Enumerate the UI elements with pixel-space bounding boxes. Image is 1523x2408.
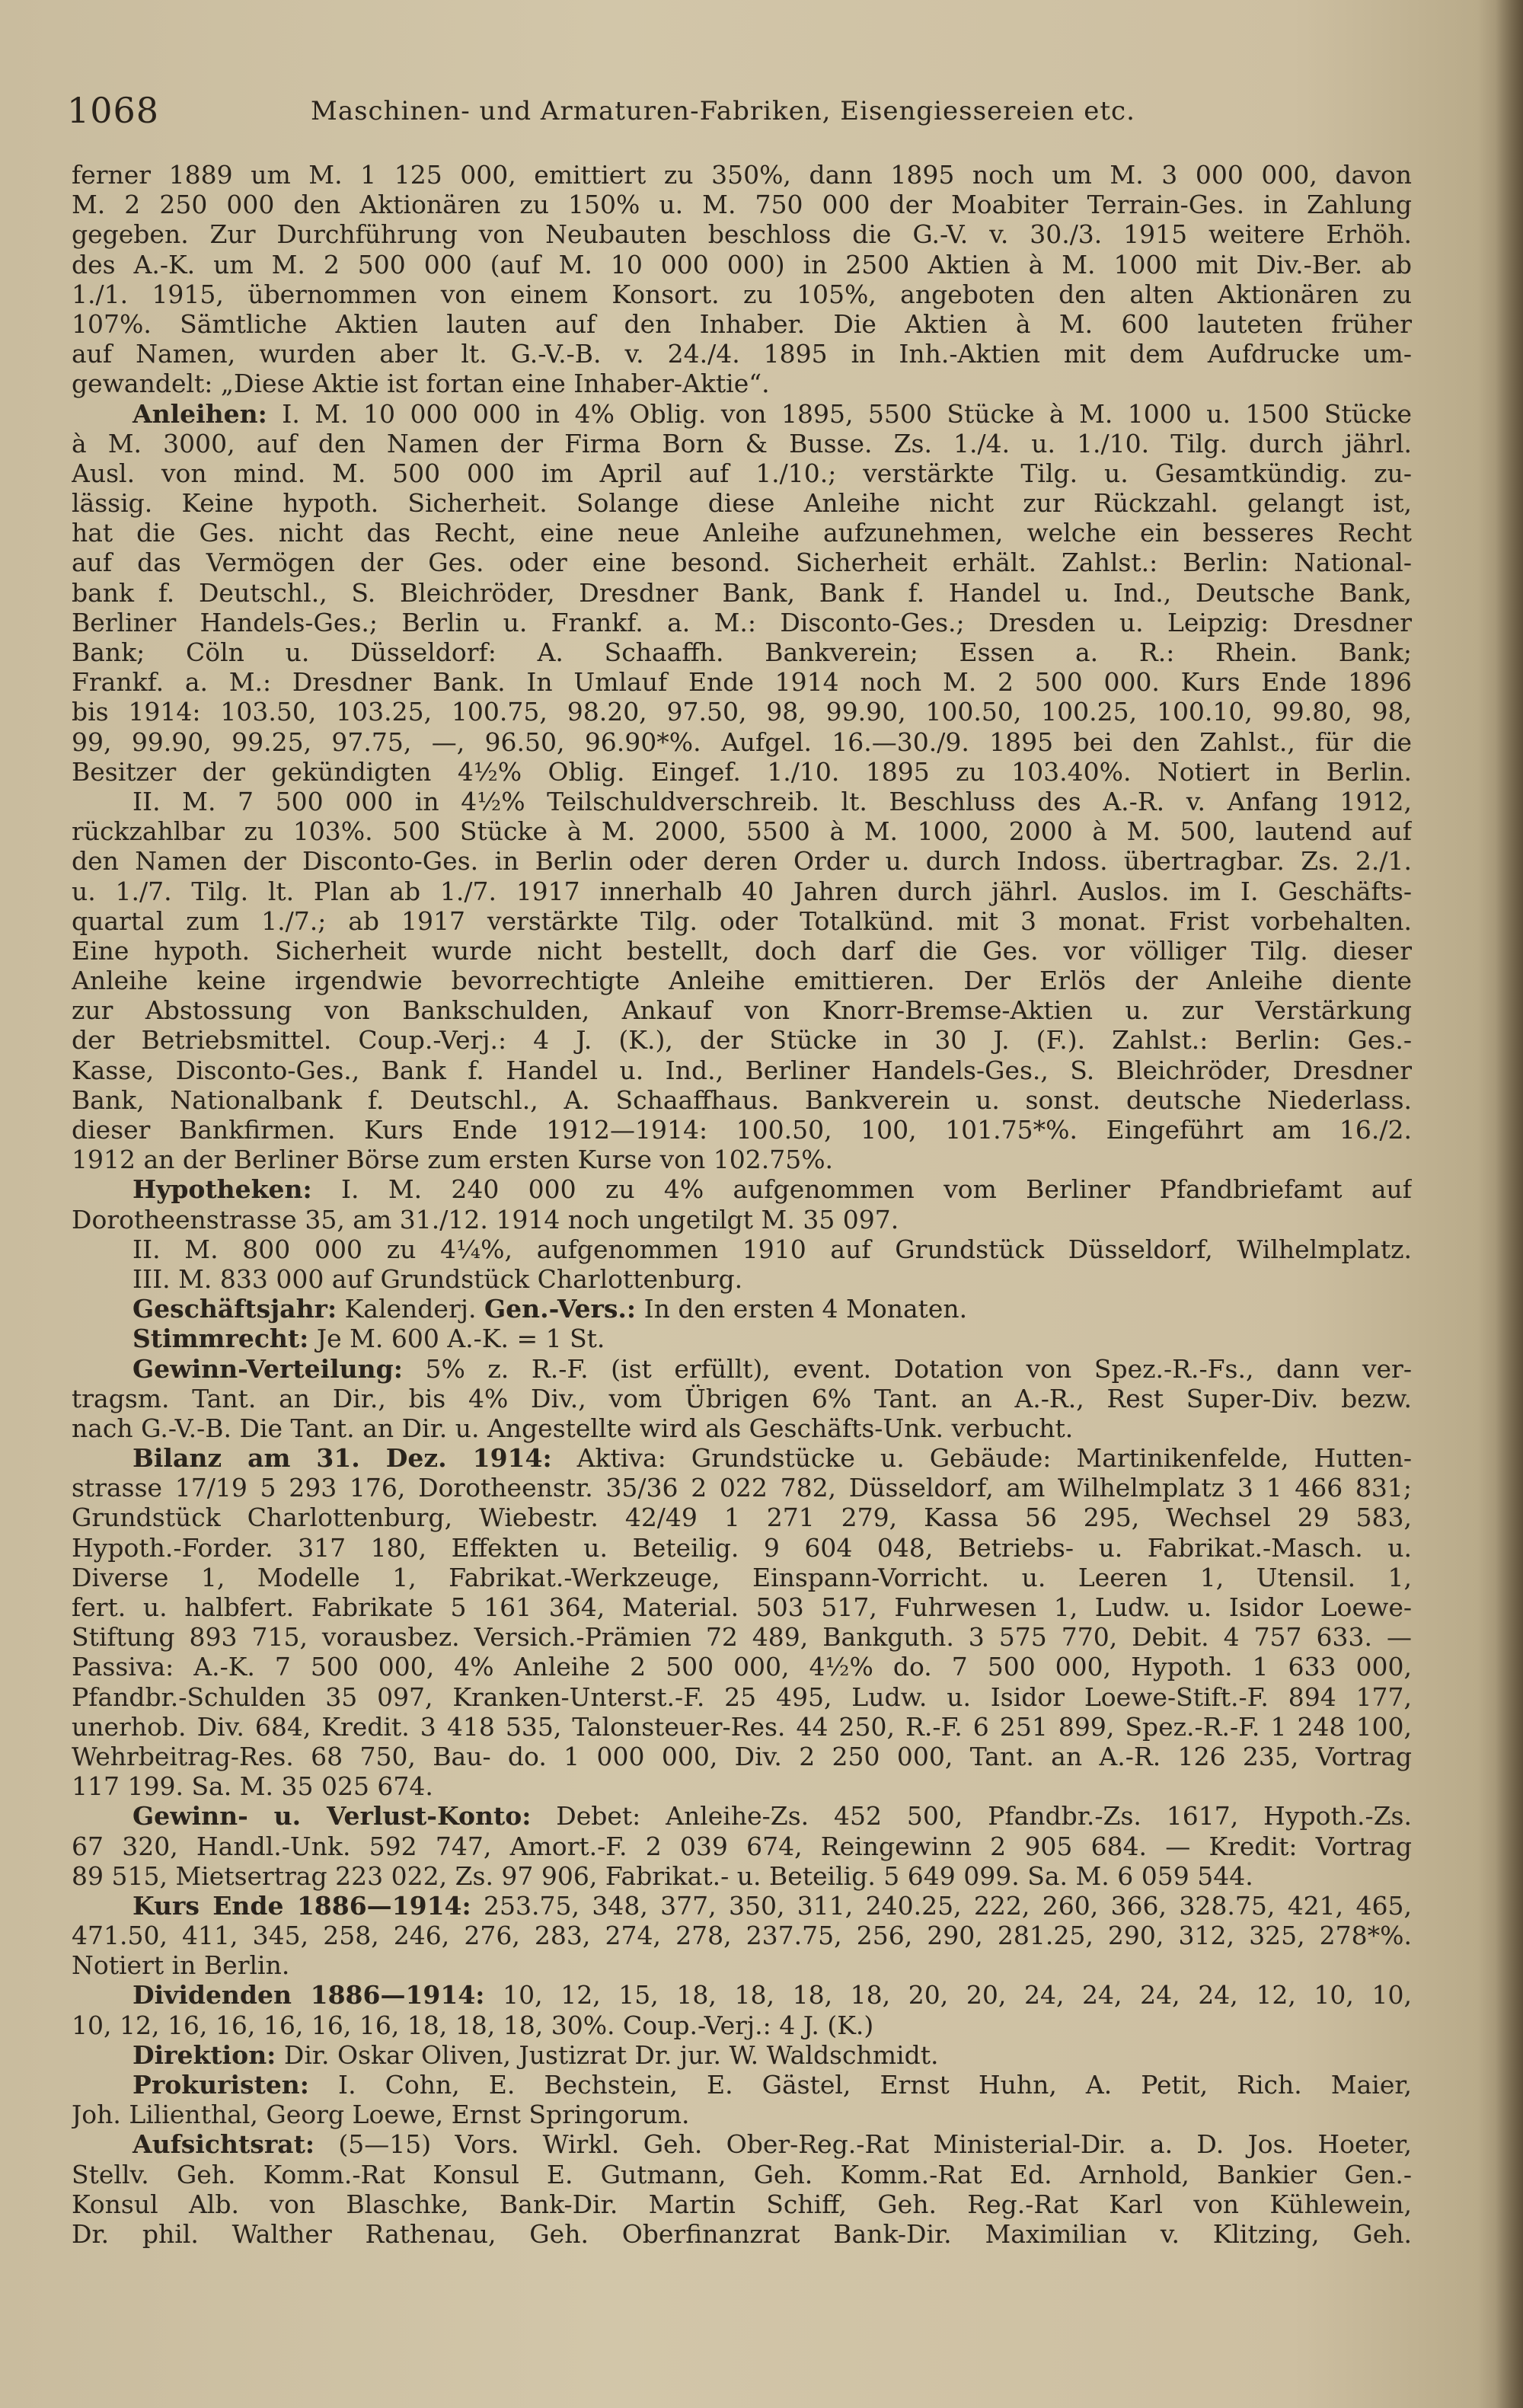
line-text: I. Cohn, E. Bechstein, E. Gästel, Ernst Huhn, A. Petit, Rich. Maier, [338, 2070, 1412, 2100]
line-text: 1912 an der Berliner Börse zum ersten Kurse von 102.75%. [72, 1145, 834, 1175]
text-line [72, 1832, 1412, 1861]
text-line [72, 1592, 1412, 1622]
line-text: Diverse 1, Modelle 1, Fabrikat.-Werkzeuge, Einspann-Vorricht. u. Leeren 1, Utensil. 1, [72, 1562, 1412, 1592]
text-line [72, 2040, 1412, 2070]
line-text: Aktiva: Grundstücke u. Gebäude: Martinikenfelde, Hutten- [576, 1443, 1412, 1474]
text-line [72, 1771, 1412, 1801]
line-text: Notiert in Berlin. [72, 1950, 290, 1981]
section-heading: Gewinn-Verteilung: [133, 1353, 403, 1384]
line-text: rückzahlbar zu 103%. 500 Stücke à M. 2000, 5500 à M. 1000, 2000 à M. 500, lautend auf [72, 816, 1412, 847]
section-heading: Geschäftsjahr: [133, 1294, 337, 1324]
running-head-title: Maschinen- und Armaturen-Fabriken, Eisengiessereien etc. [311, 96, 1135, 126]
line-text: Dir. Oskar Oliven, Justizrat Dr. jur. W. Waldschmidt. [283, 2039, 939, 2070]
line-text: Konsul Alb. von Blaschke, Bank-Dir. Martin Schiff, Geh. Reg.-Rat Karl von Kühlewein, [72, 2189, 1412, 2219]
line-text: II. M. 800 000 zu 4¼%, aufgenommen 1910 auf Grundstück Düsseldorf, Wilhelmplatz. [133, 1234, 1412, 1264]
line-text: Bank, Nationalbank f. Deutschl., A. Schaaffhaus. Bankverein u. sonst. deutsche Niederlass. [72, 1084, 1412, 1115]
section-heading: Direktion: [133, 2039, 276, 2070]
text-line [72, 787, 1412, 816]
line-text: lässig. Keine hypoth. Sicherheit. Solange diese Anleihe nicht zur Rückzahl. gelangt ist, [72, 488, 1412, 519]
text-line [72, 1055, 1412, 1085]
text-line [72, 1294, 1412, 1324]
line-text: In den ersten 4 Monaten. [643, 1294, 968, 1324]
text-line [72, 458, 1412, 488]
text-line [72, 995, 1412, 1025]
text-line [72, 2070, 1412, 2100]
text-line [72, 608, 1412, 637]
text-line [72, 1443, 1412, 1473]
line-text: Bank; Cöln u. Düsseldorf: A. Schaaffh. Bankverein; Essen a. R.: Rhein. Bank; [72, 637, 1412, 667]
line-text: bank f. Deutschl., S. Bleichröder, Dresdner Bank, Bank f. Handel u. Ind., Deutsche Bank, [72, 577, 1412, 608]
text-line [72, 2219, 1412, 2249]
text-line [72, 1473, 1412, 1503]
section-heading: Gewinn- u. Verlust-Konto: [133, 1801, 532, 1832]
line-text: nach G.-V.-B. Die Tant. an Dir. u. Angestellte wird als Geschäfts-Unk. verbucht. [72, 1413, 1074, 1443]
text-line [72, 160, 1412, 190]
text-line [72, 637, 1412, 667]
line-text: 253.75, 348, 377, 350, 311, 240.25, 222, 260, 366, 328.75, 421, 465, [484, 1890, 1412, 1921]
line-text: Passiva: A.-K. 7 500 000, 4% Anleihe 2 500 000, 4½% do. 7 500 000, Hypoth. 1 633 000, [72, 1652, 1412, 1682]
text-line [72, 1861, 1412, 1891]
line-text: 471.50, 411, 345, 258, 246, 276, 283, 274, 278, 237.75, 256, 290, 281.25, 290, 312, 325, 278*%. [72, 1921, 1412, 1951]
text-line [72, 1234, 1412, 1264]
text-line [72, 1742, 1412, 1771]
text-line [72, 1801, 1412, 1831]
text-line [72, 667, 1412, 697]
text-line [72, 697, 1412, 727]
text-line [72, 190, 1412, 219]
text-line [72, 936, 1412, 966]
line-text: hat die Ges. nicht das Recht, eine neue Anleihe aufzunehmen, welche ein besseres Recht [72, 518, 1412, 548]
line-text: Stellv. Geh. Komm.-Rat Konsul E. Gutmann, Geh. Komm.-Rat Ed. Arnhold, Bankier Gen.- [72, 2159, 1412, 2189]
line-text: quartal zum 1./7.; ab 1917 verstärkte Tilg. oder Totalkünd. mit 3 monat. Frist vorbehalten. [72, 905, 1412, 936]
line-text: unerhob. Div. 684, Kredit. 3 418 535, Talonsteuer-Res. 44 250, R.-F. 6 251 899, Spez.-R.-F. 1 248 100, [72, 1711, 1412, 1742]
text-line [72, 1682, 1412, 1712]
line-text: Wehrbeitrag-Res. 68 750, Bau- do. 1 000 000, Div. 2 250 000, Tant. an A.-R. 126 235, Vortrag [72, 1741, 1412, 1771]
section-heading: Kurs Ende 1886—1914: [133, 1890, 471, 1921]
line-text: (5—15) Vors. Wirkl. Geh. Ober-Reg.-Rat Ministerial-Dir. a. D. Jos. Hoeter, [338, 2129, 1412, 2160]
section-heading: Hypotheken: [133, 1174, 312, 1205]
text-line [72, 816, 1412, 846]
line-text: fert. u. halbfert. Fabrikate 5 161 364, Material. 503 517, Fuhrwesen 1, Ludw. u. Isidor Loewe- [72, 1592, 1412, 1622]
body-text [72, 160, 1412, 2249]
line-text: Joh. Lilienthal, Georg Loewe, Ernst Springorum. [72, 2100, 690, 2130]
text-line [72, 2010, 1412, 2040]
line-text: dieser Bankfirmen. Kurs Ende 1912—1914: 100.50, 100, 101.75*%. Eingeführt am 16./2. [72, 1115, 1412, 1145]
line-text: à M. 3000, auf den Namen der Firma Born & Busse. Zs. 1./4. u. 1./10. Tilg. durch jährl. [72, 428, 1412, 458]
text-line [72, 1115, 1412, 1145]
text-line [72, 1503, 1412, 1532]
text-line [72, 1354, 1412, 1384]
line-text: Kasse, Disconto-Ges., Bank f. Handel u. Ind., Berliner Handels-Ges., S. Bleichröder, Dresdner [72, 1055, 1412, 1085]
line-text: 5% z. R.-F. (ist erfüllt), event. Dotation von Spez.-R.-Fs., dann ver- [425, 1353, 1412, 1384]
text-line [72, 2189, 1412, 2219]
line-text: Hypoth.-Forder. 317 180, Effekten u. Beteilig. 9 604 048, Betriebs- u. Fabrikat.-Masch. u. [72, 1532, 1412, 1563]
line-text: Dorotheenstrasse 35, am 31./12. 1914 noch ungetilgt M. 35 097. [72, 1204, 899, 1234]
line-text: auf Namen, wurden aber lt. G.-V.-B. v. 24./4. 1895 in Inh.-Aktien mit dem Aufdrucke um- [72, 339, 1412, 369]
line-text: Debet: Anleihe-Zs. 452 500, Pfandbr.-Zs. 1617, Hypoth.-Zs. [556, 1801, 1412, 1832]
text-line [72, 906, 1412, 936]
text-line [72, 1324, 1412, 1353]
text-line [72, 1533, 1412, 1563]
line-text: III. M. 833 000 auf Grundstück Charlottenburg. [133, 1263, 743, 1294]
line-text: gewandelt: „Diese Aktie ist fortan eine Inhaber-Aktie“. [72, 369, 770, 399]
text-line [72, 1712, 1412, 1742]
text-line [72, 1174, 1412, 1204]
text-line [72, 966, 1412, 995]
text-line [72, 1980, 1412, 2010]
line-text: I. M. 240 000 zu 4% aufgenommen vom Berliner Pfandbriefamt auf [341, 1174, 1412, 1205]
line-text: Anleihe keine irgendwie bevorrechtigte Anleihe emittieren. Der Erlös der Anleihe diente [72, 966, 1412, 996]
text-line [72, 2160, 1412, 2189]
line-text: bis 1914: 103.50, 103.25, 100.75, 98.20, 97.50, 98, 99.90, 100.50, 100.25, 100.10, 99.80, 98, [72, 697, 1412, 727]
section-heading: Prokuristen: [133, 2070, 309, 2100]
line-text: 10, 12, 15, 18, 18, 18, 18, 20, 20, 24, 24, 24, 24, 12, 10, 10, [503, 1980, 1412, 2010]
line-text: Besitzer der gekündigten 4½% Oblig. Eingef. 1./10. 1895 zu 103.40%. Notiert in Berlin. [72, 756, 1412, 787]
line-text: zur Abstossung von Bankschulden, Ankauf von Knorr-Bremse-Aktien u. zur Verstärkung [72, 995, 1412, 1026]
line-text: 1./1. 1915, übernommen von einem Konsort. zu 105%, angeboten den alten Aktionären zu [72, 279, 1412, 309]
page-number: 1068 [67, 90, 160, 131]
line-text: Ausl. von mind. M. 500 000 im April auf 1./10.; verstärkte Tilg. u. Gesamtkündig. zu- [72, 458, 1412, 488]
text-line [72, 1950, 1412, 1980]
line-text: Berliner Handels-Ges.; Berlin u. Frankf. a. M.: Disconto-Ges.; Dresden u. Leipzig: Dresdner [72, 607, 1412, 637]
line-text: Eine hypoth. Sicherheit wurde nicht bestellt, doch darf die Ges. vor völliger Tilg. dieser [72, 935, 1412, 966]
text-line [72, 1413, 1412, 1443]
line-text: M. 2 250 000 den Aktionären zu 150% u. M. 750 000 der Moabiter Terrain-Ges. in Zahlung [72, 190, 1412, 220]
text-line [72, 219, 1412, 249]
line-text: tragsm. Tant. an Dir., bis 4% Div., vom Übrigen 6% Tant. an A.-R., Rest Super-Div. bezw. [72, 1383, 1412, 1413]
text-line [72, 1145, 1412, 1174]
text-line [72, 1085, 1412, 1115]
line-text: 99, 99.90, 99.25, 97.75, —, 96.50, 96.90*%. Aufgel. 16.—30./9. 1895 bei den Zahlst., für die [72, 727, 1412, 757]
text-line [72, 399, 1412, 429]
text-line [72, 488, 1412, 518]
line-text: den Namen der Disconto-Ges. in Berlin oder deren Order u. durch Indoss. übertragbar. Zs. 2./1. [72, 846, 1412, 877]
text-line [72, 548, 1412, 577]
line-text: Frankf. a. M.: Dresdner Bank. In Umlauf Ende 1914 noch M. 2 500 000. Kurs Ende 1896 [72, 667, 1412, 698]
line-text: Stiftung 893 715, vorausbez. Versich.-Prämien 72 489, Bankguth. 3 575 770, Debit. 4 757 633. — [72, 1622, 1412, 1653]
text-line [72, 250, 1412, 279]
text-line [72, 2129, 1412, 2159]
text-line [72, 877, 1412, 906]
text-line [72, 1264, 1412, 1294]
text-line [72, 727, 1412, 757]
line-text: 107%. Sämtliche Aktien lauten auf den Inhaber. Die Aktien à M. 600 lauteten früher [72, 308, 1412, 339]
line-text: u. 1./7. Tilg. lt. Plan ab 1./7. 1917 innerhalb 40 Jahren durch jährl. Auslos. im I. Geschäfts- [72, 876, 1412, 906]
line-text: gegeben. Zur Durchführung von Neubauten beschloss die G.-V. v. 30./3. 1915 weitere Erhöh. [72, 219, 1412, 250]
text-line [72, 309, 1412, 339]
text-line [72, 518, 1412, 548]
line-text: ferner 1889 um M. 1 125 000, emittiert zu 350%, dann 1895 noch um M. 3 000 000, davon [72, 160, 1412, 190]
line-text: der Betriebsmittel. Coup.-Verj.: 4 J. (K.), der Stücke in 30 J. (F.). Zahlst.: Berlin: Ges.- [72, 1025, 1412, 1055]
line-text: 10, 12, 16, 16, 16, 16, 16, 18, 18, 18, 30%. Coup.-Verj.: 4 J. (K.) [72, 2010, 874, 2040]
text-line [72, 846, 1412, 876]
line-text: Kalenderj. [344, 1294, 484, 1324]
line-text: strasse 17/19 5 293 176, Dorotheenstr. 35/36 2 022 782, Düsseldorf, am Wilhelmplatz 3 1 466 831; [72, 1473, 1412, 1503]
section-heading: Gen.-Vers.: [484, 1294, 637, 1324]
line-text: des A.-K. um M. 2 500 000 (auf M. 10 000 000) in 2500 Aktien à M. 1000 mit Div.-Ber. ab [72, 249, 1412, 279]
line-text: I. M. 10 000 000 in 4% Oblig. von 1895, 5500 Stücke à M. 1000 u. 1500 Stücke [282, 398, 1412, 429]
text-line [72, 1025, 1412, 1055]
line-text: 67 320, Handl.-Unk. 592 747, Amort.-F. 2 039 674, Reingewinn 2 905 684. — Kredit: Vortrag [72, 1831, 1412, 1861]
text-line [72, 279, 1412, 309]
line-text: auf das Vermögen der Ges. oder eine besond. Sicherheit erhält. Zahlst.: Berlin: National- [72, 548, 1412, 578]
text-line [72, 2100, 1412, 2129]
line-text: Pfandbr.-Schulden 35 097, Kranken-Unterst.-F. 25 495, Ludw. u. Isidor Loewe-Stift.-F. 894 177, [72, 1681, 1412, 1712]
section-heading: Stimmrecht: [133, 1324, 309, 1354]
running-head [67, 90, 1430, 136]
line-text: Dr. phil. Walther Rathenau, Geh. Oberfinanzrat Bank-Dir. Maximilian v. Klitzing, Geh. [72, 2218, 1412, 2249]
text-line [72, 1563, 1412, 1592]
section-heading: Bilanz am 31. Dez. 1914: [133, 1443, 552, 1474]
section-heading: Aufsichtsrat: [133, 2129, 315, 2160]
line-text: 89 515, Mietsertrag 223 022, Zs. 97 906, Fabrikat.- u. Beteilig. 5 649 099. Sa. M. 6 059 544. [72, 1860, 1253, 1891]
text-line [72, 1891, 1412, 1921]
line-text: Je M. 600 A.-K. = 1 St. [316, 1324, 605, 1354]
text-line [72, 1921, 1412, 1950]
line-text: 117 199. Sa. M. 35 025 674. [72, 1771, 433, 1802]
text-line [72, 1622, 1412, 1652]
line-text: Grundstück Charlottenburg, Wiebestr. 42/49 1 271 279, Kassa 56 295, Wechsel 29 583, [72, 1503, 1412, 1533]
text-line [72, 429, 1412, 458]
text-line [72, 1205, 1412, 1234]
text-line [72, 757, 1412, 787]
text-line [72, 369, 1412, 398]
text-line [72, 1652, 1412, 1681]
section-heading: Dividenden 1886—1914: [133, 1980, 485, 2010]
line-text: II. M. 7 500 000 in 4½% Teilschuldverschreib. lt. Beschluss des A.-R. v. Anfang 1912, [133, 786, 1412, 816]
section-heading: Anleihen: [133, 398, 267, 429]
text-line [72, 578, 1412, 608]
text-line [72, 339, 1412, 369]
text-line [72, 1384, 1412, 1413]
